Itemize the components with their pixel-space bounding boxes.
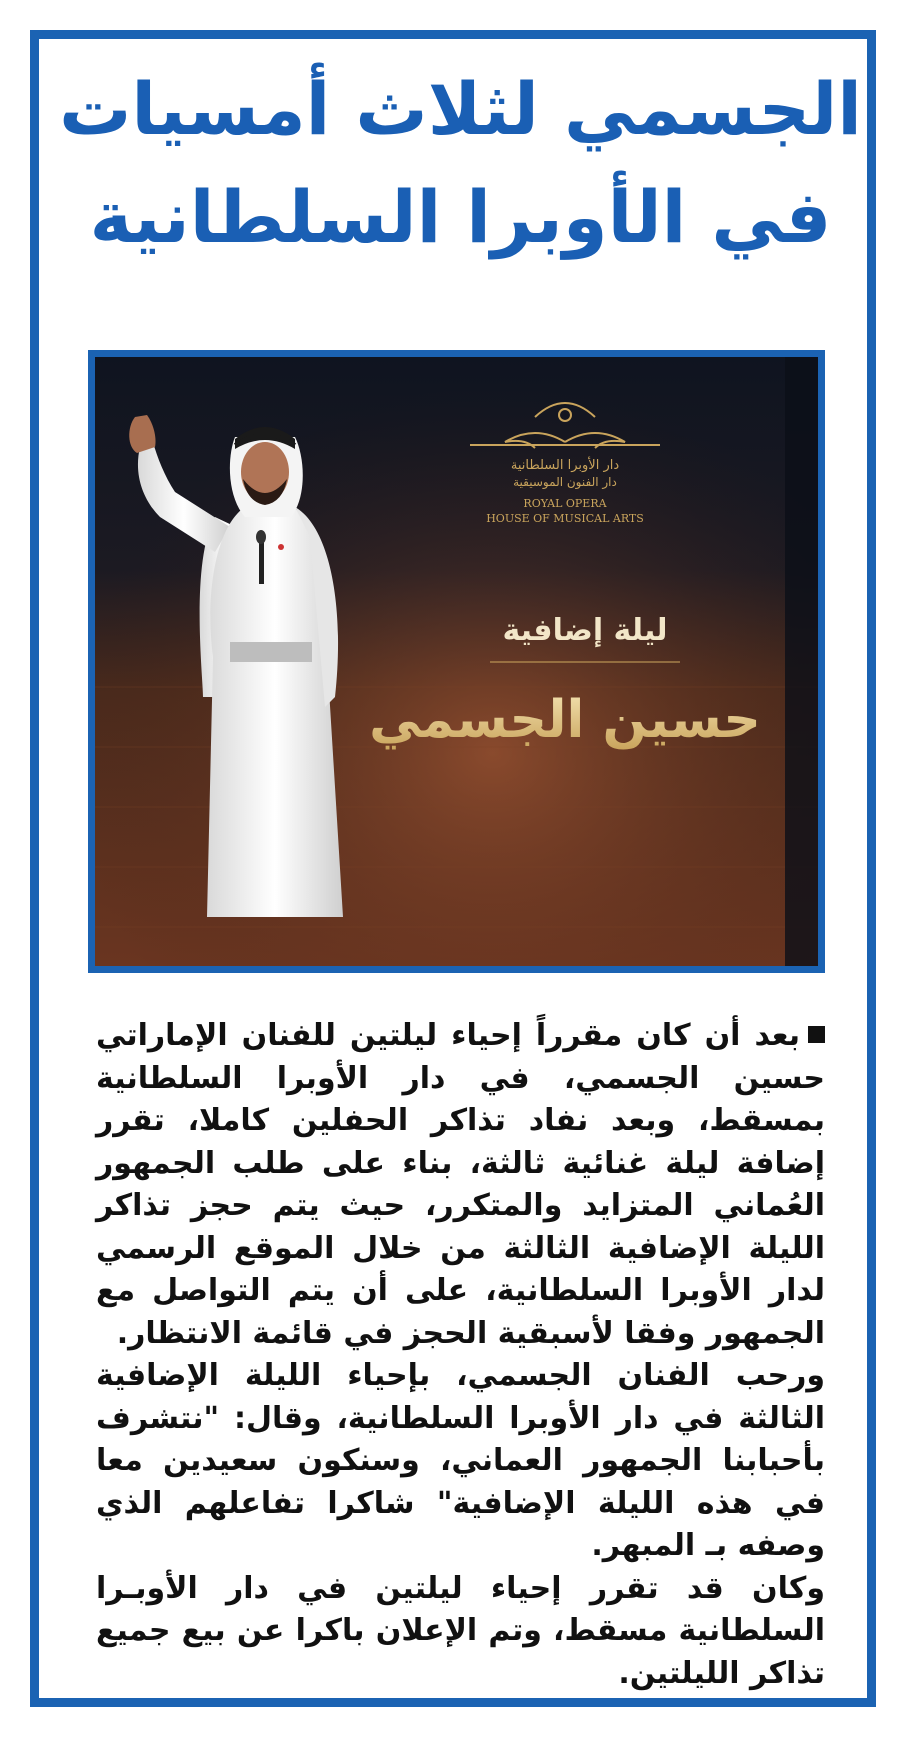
headline xyxy=(40,55,881,271)
article-photo xyxy=(88,350,825,973)
caption-extra-night: ليلة إضافية xyxy=(502,613,668,648)
logo-english-line-2: HOUSE OF MUSICAL ARTS xyxy=(486,512,644,525)
headline-line-2: في الأوبرا السلطانية xyxy=(89,175,832,259)
article-paragraph-2: ورحب الفنان الجسمي، بإحياء الليلة الإضافية الثالثة في دار الأوبرا السلطانية، وقال: "نتشرف بأحبابنا الجمهور العماني، وسنكون سعيدين معا في هذه الليلة الإضافية" شاكرا تفاعلهم الذي وصفه بـ المبهر. xyxy=(96,1358,825,1563)
logo-arabic-line-2: دار الفنون الموسيقية xyxy=(513,475,617,489)
article-paragraph-3: وكان قد تقرر إحياء ليلتين في دار الأوبـرا السلطانية مسقط، وتم الإعلان باكرا عن بيع جميع تذاكر الليلتين. xyxy=(96,1570,825,1691)
caption-artist-name: حسين الجسمي xyxy=(369,690,761,750)
article-paragraph-1: بعد أن كان مقرراً إحياء ليلتين للفنان الإماراتي حسين الجسمي، في دار الأوبرا السلطانية بمسقط، وبعد نفاد تذاكر الحفلين كاملا، تقرر إضافة ليلة غنائية ثالثة، بناء على طلب الجمهور العُماني المتزايد والمتكرر، حيث يتم حجز تذاكر الليلة الإضافية الثالثة من خلال الموقع الرسمي لدار الأوبرا السلطانية، على أن يتم التواصل مع الجمهور وفقا لأسبقية الحجز في قائمة الانتظار. xyxy=(96,1018,825,1351)
square-bullet-icon xyxy=(808,1026,825,1043)
headline-line-1: الجسمي لثلاث أمسيات xyxy=(59,67,862,151)
logo-english-line-1: ROYAL OPERA xyxy=(523,497,607,510)
logo-arabic-line-1: دار الأوبرا السلطانية xyxy=(510,458,620,473)
article-body xyxy=(96,1015,825,1695)
